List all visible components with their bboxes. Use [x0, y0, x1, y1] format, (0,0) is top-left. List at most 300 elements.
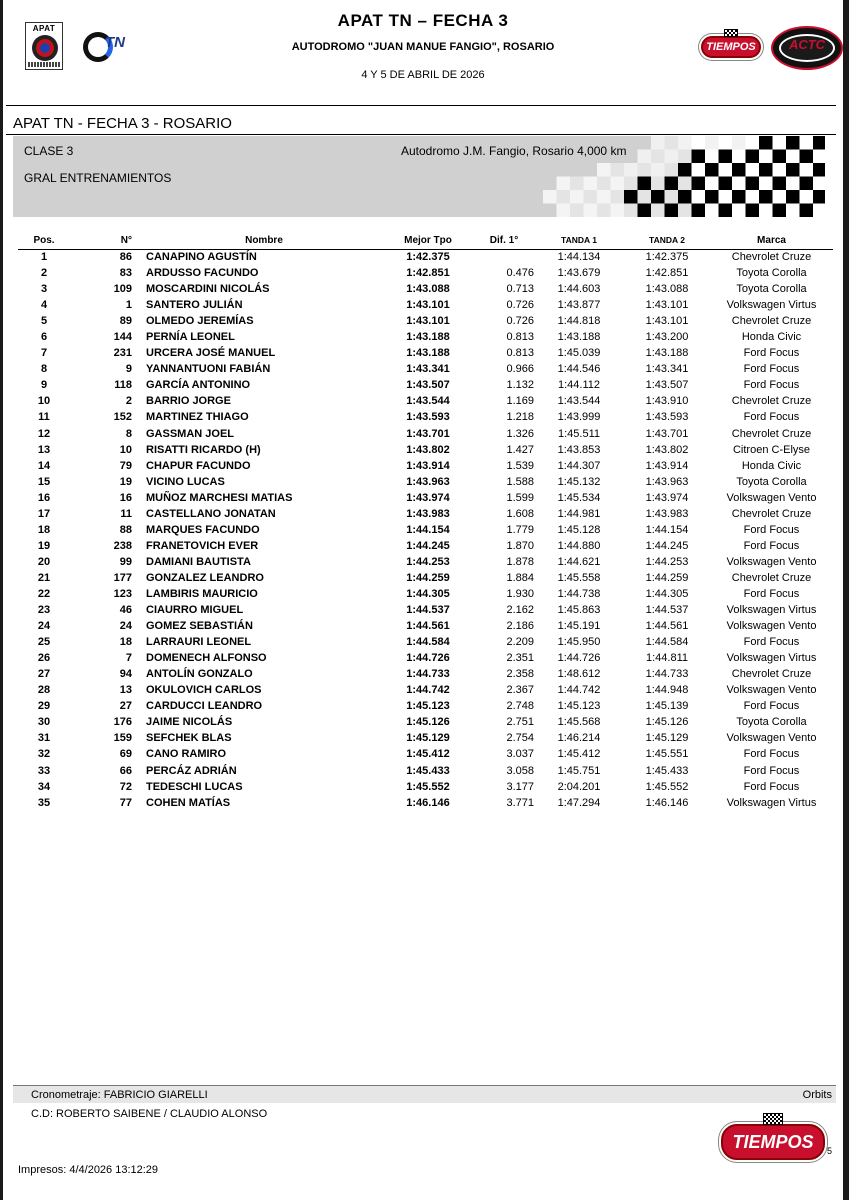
- cell-tanda1: 1:45.863: [557, 604, 601, 617]
- cell-tanda2: 1:43.188: [645, 347, 689, 360]
- cell-name: LAMBIRIS MAURICIO: [146, 588, 258, 600]
- timing-credit: Cronometraje: FABRICIO GIARELLI: [31, 1089, 208, 1101]
- cell-name: VICINO LUCAS: [146, 475, 225, 488]
- cell-tanda1: 1:45.128: [557, 523, 601, 536]
- cell-num: 99: [119, 555, 132, 568]
- cell-num: 2: [125, 395, 132, 408]
- section-title: APAT TN - FECHA 3 - ROSARIO: [13, 115, 232, 132]
- cell-name: GASSMAN JOEL: [146, 427, 235, 440]
- cell-diff: 1.878: [506, 555, 534, 568]
- table-row: [18, 538, 833, 554]
- cell-tanda1: 1:44.621: [557, 555, 601, 568]
- cell-brand: Ford Focus: [743, 700, 800, 713]
- cell-name: MARQUES FACUNDO: [146, 523, 260, 536]
- cell-num: 66: [119, 764, 132, 777]
- cell-tanda1: 1:44.603: [557, 283, 601, 296]
- table-row: [18, 682, 833, 698]
- table-row: [18, 249, 833, 265]
- table-row: [18, 490, 833, 506]
- cell-name: DAMIANI BAUTISTA: [146, 555, 251, 568]
- table-header-row: [18, 232, 833, 249]
- cell-best: 1:44.154: [406, 523, 450, 536]
- table-row: [18, 714, 833, 730]
- cell-pos: 12: [37, 427, 51, 440]
- cell-name: FRANETOVICH EVER: [146, 539, 259, 552]
- cell-tanda1: 1:43.877: [557, 299, 601, 312]
- cell-tanda1: 1:45.039: [557, 347, 601, 360]
- cell-tanda1: 1:44.981: [557, 507, 601, 520]
- cell-diff: 1.427: [506, 443, 534, 456]
- cell-best: 1:43.188: [406, 347, 450, 360]
- cell-diff: 1.539: [506, 459, 534, 472]
- cell-brand: Ford Focus: [743, 780, 800, 793]
- table-row: [18, 779, 833, 795]
- cell-brand: Volkswagen Virtus: [726, 796, 817, 809]
- col-header-diff: Dif. 1°: [474, 232, 534, 249]
- cell-diff: 3.771: [506, 796, 534, 809]
- cell-tanda2: 1:44.733: [645, 668, 689, 681]
- table-row: [18, 361, 833, 377]
- cell-pos: 5: [40, 315, 48, 328]
- cell-tanda2: 1:44.154: [645, 523, 689, 536]
- cell-name: CIAURRO MIGUEL: [146, 604, 244, 617]
- cell-brand: Toyota Corolla: [736, 716, 807, 729]
- cell-brand: Citroen C-Elyse: [732, 443, 811, 456]
- cell-pos: 29: [37, 700, 51, 713]
- cell-name: PERNÍA LEONEL: [146, 331, 235, 344]
- cell-tanda2: 1:43.507: [645, 379, 689, 392]
- cell-brand: Ford Focus: [743, 379, 800, 392]
- tiempos-logo-footer: [721, 1124, 825, 1160]
- cell-diff: 2.351: [506, 652, 534, 665]
- results-body: [18, 249, 833, 811]
- cell-brand: Volkswagen Vento: [726, 684, 817, 697]
- cell-num: 1: [125, 299, 132, 312]
- cell-tanda2: 1:43.101: [645, 315, 689, 328]
- table-row: [18, 666, 833, 682]
- cell-num: 16: [119, 491, 132, 504]
- cell-pos: 27: [37, 668, 51, 681]
- cell-brand: Ford Focus: [743, 523, 800, 536]
- cell-tanda1: 1:44.742: [557, 684, 601, 697]
- col-header-brand: Marca: [710, 232, 833, 249]
- cell-name: COHEN MATÍAS: [146, 796, 231, 809]
- cell-diff: 2.358: [506, 668, 534, 681]
- actc-logo: [771, 26, 843, 70]
- cell-name: ANTOLÍN GONZALO: [146, 668, 253, 681]
- cell-best: 1:43.914: [406, 459, 450, 472]
- cell-name: CARDUCCI LEANDRO: [146, 700, 263, 713]
- cell-tanda1: 1:44.818: [557, 315, 601, 328]
- cell-tanda1: 1:47.294: [557, 796, 601, 809]
- cell-pos: 21: [37, 571, 51, 584]
- cell-brand: Volkswagen Vento: [726, 555, 817, 568]
- cell-num: 72: [119, 780, 132, 793]
- table-row: [18, 297, 833, 313]
- cell-brand: Ford Focus: [743, 363, 800, 376]
- cell-num: 7: [125, 652, 132, 665]
- cell-tanda2: 1:44.305: [645, 588, 689, 600]
- cell-num: 9: [125, 363, 132, 376]
- cell-brand: Honda Civic: [741, 331, 802, 344]
- cell-brand: Toyota Corolla: [736, 267, 807, 280]
- cell-tanda1: 1:43.679: [557, 267, 601, 280]
- table-row: [18, 506, 833, 522]
- cell-diff: 2.186: [506, 620, 534, 633]
- table-row: [18, 795, 833, 811]
- cell-best: 1:43.507: [406, 379, 450, 392]
- cell-tanda2: 1:44.259: [645, 571, 689, 584]
- cell-name: CANAPINO AGUSTÍN: [146, 251, 257, 264]
- cell-pos: 26: [37, 652, 51, 665]
- cell-pos: 22: [37, 588, 51, 600]
- cell-best: 1:45.123: [406, 700, 450, 713]
- cell-name: MARTINEZ THIAGO: [146, 411, 249, 424]
- cell-pos: 6: [40, 331, 48, 344]
- table-row: [18, 554, 833, 570]
- results-sheet: [3, 0, 843, 1200]
- cell-num: 159: [113, 732, 132, 745]
- session-label: GRAL ENTRENAMIENTOS: [24, 171, 172, 185]
- cell-diff: 1.588: [506, 475, 534, 488]
- cell-num: 238: [113, 539, 132, 552]
- cell-tanda2: 1:45.551: [645, 748, 689, 761]
- cell-pos: 13: [37, 443, 51, 456]
- cell-tanda2: 1:44.811: [645, 652, 688, 665]
- cell-name: URCERA JOSÉ MANUEL: [146, 347, 276, 360]
- cell-best: 1:43.802: [406, 443, 450, 456]
- col-header-best: Mejor Tpo: [382, 232, 474, 249]
- cell-tanda1: 1:44.546: [557, 363, 601, 376]
- tiempos-logo-footer-text: TIEMPOS: [732, 1132, 814, 1152]
- cell-num: 77: [119, 796, 132, 809]
- cell-tanda1: 1:44.880: [557, 539, 601, 552]
- cell-pos: 28: [37, 684, 51, 697]
- table-row: [18, 474, 833, 490]
- cell-diff: 1.132: [506, 379, 534, 392]
- cell-brand: Chevrolet Cruze: [731, 251, 812, 264]
- cell-name: SANTERO JULIÁN: [146, 299, 243, 312]
- cell-name: PERCÁZ ADRIÁN: [146, 764, 237, 777]
- cell-tanda2: 1:43.088: [645, 283, 689, 296]
- table-row: [18, 602, 833, 618]
- cell-num: 27: [119, 700, 132, 713]
- cell-diff: 2.748: [506, 700, 534, 713]
- cell-tanda1: 1:45.950: [557, 636, 601, 649]
- table-row: [18, 313, 833, 329]
- cell-diff: 0.713: [506, 283, 534, 296]
- track-label: Autodromo J.M. Fangio, Rosario 4,000 km: [401, 144, 627, 158]
- table-row: [18, 746, 833, 762]
- cell-tanda2: 1:43.983: [645, 507, 689, 520]
- table-row: [18, 730, 833, 746]
- cell-brand: Chevrolet Cruze: [731, 395, 812, 408]
- cell-name: SEFCHEK BLAS: [146, 732, 232, 745]
- table-row: [18, 618, 833, 634]
- cell-diff: 2.751: [506, 716, 534, 729]
- cell-pos: 30: [37, 716, 51, 729]
- cell-num: 144: [113, 331, 132, 344]
- cell-tanda1: 1:45.534: [557, 491, 601, 504]
- directors-credit: C.D: ROBERTO SAIBENE / CLAUDIO ALONSO: [31, 1108, 268, 1120]
- table-row: [18, 650, 833, 666]
- cell-tanda2: 1:43.200: [645, 331, 689, 344]
- cell-best: 1:42.851: [406, 267, 450, 280]
- cell-name: OKULOVICH CARLOS: [146, 684, 262, 697]
- cell-best: 1:44.742: [406, 684, 450, 697]
- cell-num: 152: [113, 411, 132, 424]
- cell-diff: 2.209: [506, 636, 534, 649]
- page-number: 5: [827, 1146, 833, 1156]
- col-header-tanda1: TANDA 1: [534, 232, 624, 249]
- cell-tanda2: 1:43.910: [645, 395, 689, 408]
- cell-brand: Volkswagen Virtus: [726, 652, 817, 665]
- cell-tanda2: 1:44.537: [645, 604, 689, 617]
- cell-best: 1:45.433: [406, 764, 450, 777]
- cell-diff: 2.754: [506, 732, 534, 745]
- cell-tanda1: 1:44.134: [557, 251, 601, 264]
- cell-brand: Chevrolet Cruze: [731, 507, 812, 520]
- checkered-flag-icon: [724, 29, 738, 37]
- cell-pos: 33: [37, 764, 51, 777]
- cell-num: 118: [114, 379, 132, 392]
- cell-best: 1:44.584: [406, 636, 450, 649]
- cell-tanda1: 1:43.188: [557, 331, 601, 344]
- cell-pos: 34: [37, 780, 51, 793]
- cell-tanda1: 1:44.112: [557, 379, 600, 392]
- cell-name: YANNANTUONI FABIÁN: [146, 363, 271, 376]
- checkered-flag-icon: [763, 1113, 783, 1125]
- cell-brand: Toyota Corolla: [736, 475, 807, 488]
- cell-tanda2: 1:43.914: [645, 459, 689, 472]
- table-row: [18, 698, 833, 714]
- cell-tanda1: 1:45.558: [557, 571, 601, 584]
- cell-name: MUÑOZ MARCHESI MATIAS: [146, 491, 293, 504]
- cell-tanda2: 1:44.245: [645, 539, 689, 552]
- cell-tanda2: 1:45.433: [645, 764, 689, 777]
- cell-num: 123: [113, 588, 132, 600]
- cell-brand: Volkswagen Virtus: [726, 299, 817, 312]
- cell-best: 1:43.088: [406, 283, 450, 296]
- cell-brand: Ford Focus: [743, 636, 800, 649]
- cell-brand: Volkswagen Vento: [726, 732, 817, 745]
- cell-tanda1: 1:44.738: [557, 588, 601, 600]
- table-row: [18, 265, 833, 281]
- cell-tanda2: 1:43.101: [645, 299, 689, 312]
- cell-diff: 0.813: [506, 347, 534, 360]
- table-row: [18, 458, 833, 474]
- table-row: [18, 570, 833, 586]
- cell-tanda2: 1:43.963: [645, 475, 689, 488]
- col-header-num: N°: [70, 232, 142, 249]
- cell-tanda2: 1:46.146: [645, 796, 689, 809]
- cell-pos: 7: [40, 347, 48, 360]
- cell-brand: Ford Focus: [743, 539, 800, 552]
- cell-diff: 1.608: [506, 507, 534, 520]
- cell-tanda1: 1:46.214: [557, 732, 601, 745]
- cell-diff: 3.177: [506, 780, 534, 793]
- cell-brand: Ford Focus: [743, 748, 800, 761]
- cell-num: 109: [113, 283, 132, 296]
- cell-best: 1:44.253: [406, 555, 450, 568]
- cell-tanda2: 1:44.253: [645, 555, 689, 568]
- cell-num: 8: [125, 427, 132, 440]
- cell-name: GARCÍA ANTONINO: [146, 379, 251, 392]
- cell-tanda1: 2:04.201: [557, 780, 601, 793]
- cell-tanda1: 1:43.853: [557, 443, 601, 456]
- cell-diff: 1.884: [506, 571, 534, 584]
- cell-name: CHAPUR FACUNDO: [146, 459, 251, 472]
- cell-best: 1:43.544: [406, 395, 450, 408]
- cell-num: 19: [119, 475, 132, 488]
- checkered-flag-graphic: [543, 136, 825, 217]
- cell-diff: 1.169: [506, 395, 534, 408]
- cell-brand: Chevrolet Cruze: [731, 571, 812, 584]
- cell-brand: Volkswagen Vento: [726, 620, 817, 633]
- cell-tanda1: 1:45.568: [557, 716, 601, 729]
- cell-brand: Honda Civic: [741, 459, 802, 472]
- cell-diff: 0.726: [506, 315, 534, 328]
- cell-tanda2: 1:44.584: [645, 636, 689, 649]
- cell-best: 1:43.101: [406, 315, 450, 328]
- header-divider: [6, 105, 836, 106]
- cell-name: BARRIO JORGE: [146, 395, 231, 408]
- cell-diff: 0.966: [506, 363, 534, 376]
- cell-pos: 24: [37, 620, 51, 633]
- col-header-name: Nombre: [142, 232, 382, 249]
- cell-tanda2: 1:44.561: [645, 620, 689, 633]
- page-subtitle: AUTODROMO "JUAN MANUE FANGIO", ROSARIO: [291, 41, 555, 53]
- table-row: [18, 634, 833, 650]
- cell-best: 1:43.974: [406, 491, 450, 504]
- apat-logo-text: APAT: [32, 24, 56, 33]
- cell-pos: 2: [40, 267, 48, 280]
- cell-tanda1: 1:43.544: [557, 395, 601, 408]
- cell-pos: 9: [40, 379, 48, 392]
- col-header-pos: Pos.: [18, 232, 70, 249]
- cell-diff: 2.162: [506, 604, 534, 617]
- cell-diff: 3.037: [506, 748, 534, 761]
- table-row: [18, 329, 833, 345]
- cell-diff: 1.779: [506, 523, 534, 536]
- results-table: [18, 232, 833, 811]
- cell-name: GOMEZ SEBASTIÁN: [146, 620, 253, 633]
- cell-tanda2: 1:43.974: [645, 491, 689, 504]
- cell-num: 11: [120, 507, 132, 520]
- cell-diff: 1.930: [506, 588, 534, 600]
- cell-brand: Ford Focus: [743, 411, 800, 424]
- cell-num: 177: [113, 571, 132, 584]
- cell-pos: 23: [37, 604, 51, 617]
- cell-num: 46: [119, 604, 132, 617]
- cell-best: 1:43.341: [406, 363, 450, 376]
- cell-best: 1:45.129: [406, 732, 450, 745]
- page-title: APAT TN – FECHA 3: [337, 11, 509, 30]
- cell-num: 18: [119, 636, 132, 649]
- table-row: [18, 586, 833, 602]
- cell-best: 1:43.101: [406, 299, 450, 312]
- cell-best: 1:43.983: [406, 507, 450, 520]
- cell-num: 89: [119, 315, 132, 328]
- table-row: [18, 426, 833, 442]
- cell-pos: 15: [37, 475, 51, 488]
- printed-timestamp: Impresos: 4/4/2026 13:12:29: [18, 1164, 159, 1176]
- table-row: [18, 281, 833, 297]
- cell-name: RISATTI RICARDO (H): [146, 443, 261, 456]
- cell-num: 79: [119, 459, 132, 472]
- cell-tanda2: 1:44.948: [645, 684, 689, 697]
- cell-pos: 14: [37, 459, 51, 472]
- cell-best: 1:44.733: [406, 668, 450, 681]
- table-row: [18, 522, 833, 538]
- cell-pos: 17: [37, 507, 51, 520]
- actc-logo-text: ACTC: [788, 37, 826, 52]
- cell-name: JAIME NICOLÁS: [146, 716, 233, 729]
- cell-best: 1:43.701: [406, 427, 450, 440]
- cell-tanda2: 1:43.802: [645, 443, 689, 456]
- footer-bar: [13, 1085, 836, 1103]
- cell-name: LARRAURI LEONEL: [146, 636, 252, 649]
- tiempos-logo-text: TIEMPOS: [706, 41, 756, 53]
- cell-pos: 18: [37, 523, 51, 536]
- cell-num: 86: [119, 251, 132, 264]
- table-row: [18, 442, 833, 458]
- table-row: [18, 763, 833, 779]
- cell-best: 1:44.726: [406, 652, 450, 665]
- table-row: [18, 377, 833, 393]
- cell-diff: 0.813: [506, 331, 534, 344]
- cell-tanda1: 1:45.511: [557, 427, 600, 440]
- cell-diff: 0.476: [506, 267, 534, 280]
- cell-pos: 25: [37, 636, 51, 649]
- cell-best: 1:44.305: [406, 588, 450, 600]
- cell-num: 10: [119, 443, 132, 456]
- cell-tanda2: 1:43.341: [645, 363, 689, 376]
- cell-best: 1:43.188: [406, 331, 450, 344]
- cell-tanda1: 1:45.123: [557, 700, 601, 713]
- cell-num: 231: [113, 347, 132, 360]
- cell-brand: Ford Focus: [743, 764, 800, 777]
- cell-pos: 20: [37, 555, 51, 568]
- cell-best: 1:45.552: [406, 780, 450, 793]
- tiempos-logo: [701, 36, 761, 58]
- cell-brand: Chevrolet Cruze: [731, 427, 812, 440]
- cell-num: 24: [119, 620, 132, 633]
- cell-name: CASTELLANO JONATAN: [146, 507, 276, 520]
- cell-brand: Volkswagen Virtus: [726, 604, 817, 617]
- cell-num: 94: [119, 668, 132, 681]
- cell-brand: Chevrolet Cruze: [731, 315, 812, 328]
- cell-tanda1: 1:45.191: [557, 620, 601, 633]
- cell-name: ARDUSSO FACUNDO: [146, 267, 259, 280]
- cell-num: 83: [119, 267, 132, 280]
- cell-tanda1: 1:45.132: [557, 475, 601, 488]
- cell-pos: 3: [40, 283, 48, 296]
- cell-num: 176: [113, 716, 132, 729]
- table-row: [18, 393, 833, 409]
- table-row: [18, 409, 833, 425]
- cell-pos: 8: [40, 363, 48, 376]
- cell-tanda2: 1:42.375: [645, 251, 689, 264]
- cell-diff: 3.058: [506, 764, 534, 777]
- cell-diff: 1.218: [506, 411, 534, 424]
- cell-brand: Toyota Corolla: [736, 283, 807, 296]
- cell-best: 1:44.561: [406, 620, 450, 633]
- cell-tanda2: 1:45.126: [645, 716, 689, 729]
- timing-provider: Orbits: [802, 1089, 832, 1101]
- cell-best: 1:46.146: [406, 796, 450, 809]
- cell-tanda2: 1:42.851: [645, 267, 689, 280]
